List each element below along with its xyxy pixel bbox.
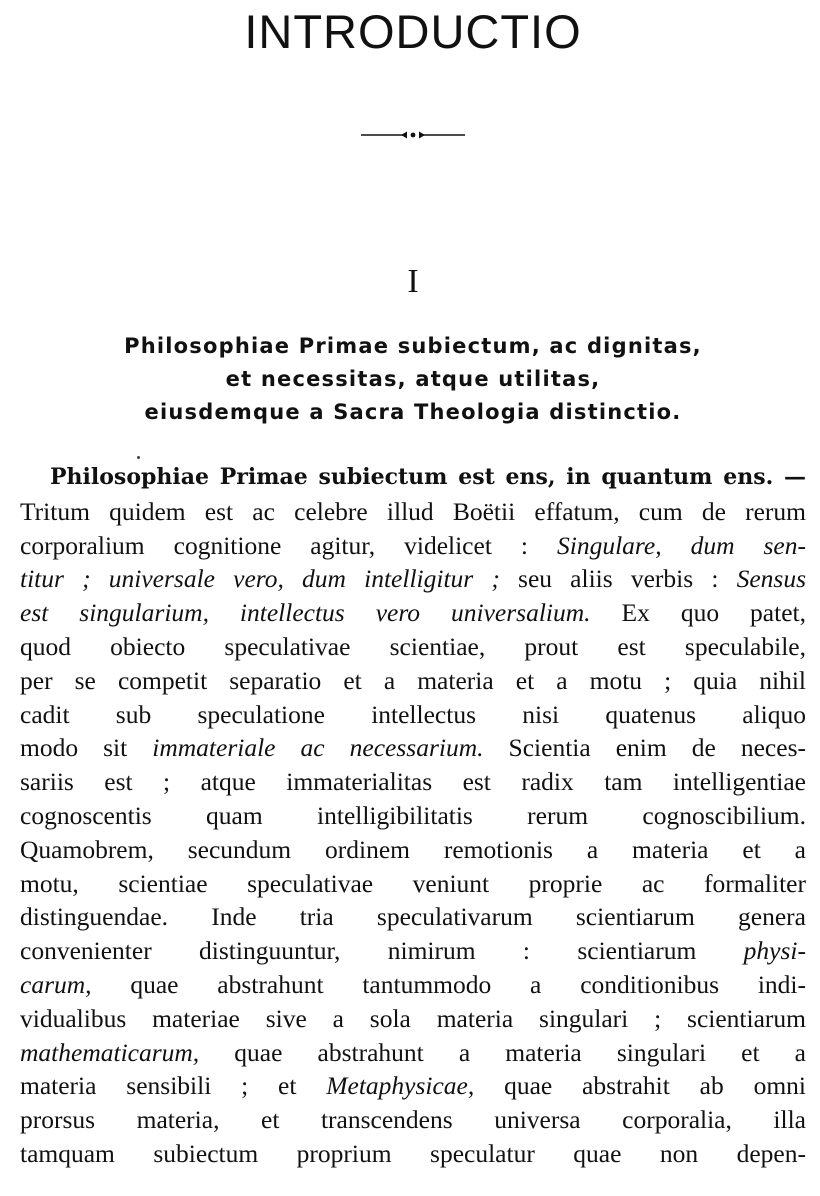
page-title: INTRODUCTIO (244, 5, 582, 58)
text-line: titur ; universale vero, dum intelligitur ; seu aliis verbis : Sensus (20, 564, 806, 594)
paragraph-lead-in-line (20, 459, 806, 495)
text-line: distinguendae. Inde tria speculativarum scientiarum genera (20, 902, 806, 932)
text-line: quod obiecto speculativae scientiae, prout est speculabile, (20, 631, 806, 661)
section-heading (20, 330, 806, 429)
text-line: motu, scientiae speculativae veniunt proprie ac formaliter (20, 868, 806, 898)
text-line: prorsus materia, et transcendens universa corporalia, illa (20, 1105, 806, 1135)
text-line: convenienter distinguuntur, nimirum : scientiarum physi- (20, 936, 806, 966)
text-line: tamquam subiectum proprium speculatur quae non depen- (20, 1138, 806, 1168)
section-heading-line: eiusdemque a Sacra Theologia distinctio. (144, 400, 682, 424)
text-line: sariis est ; atque immaterialitas est radix tam intelligentiae (20, 767, 806, 797)
text-line: per se competit separatio et a materia et a motu ; quia nihil (20, 665, 806, 695)
section-heading-line: Philosophiae Primae subiectum, ac dignitas, (124, 334, 702, 358)
body-paragraph (20, 459, 806, 1171)
section-heading-line: et necessitas, atque utilitas, (225, 367, 601, 391)
text-line: carum, quae abstrahunt tantummodo a conditionibus indi- (20, 969, 806, 999)
text-line: Quamobrem, secundum ordinem remotionis a materia et a (20, 834, 806, 864)
text-line: vidualibus materiae sive a sola materia singulari ; scientiarum (20, 1003, 806, 1033)
paragraph-lead-in: Philosophiae Primae subiectum est ens, in quantum ens. — (50, 464, 806, 490)
stray-dot-mark (137, 456, 140, 459)
text-line: mathematicarum, quae abstrahunt a materia singulari et a (20, 1037, 806, 1067)
text-line: cadit sub speculatione intellectus nisi quatenus aliquo (20, 699, 806, 729)
section-numeral: I (407, 263, 419, 300)
text-line: materia sensibili ; et Metaphysicae, quae abstrahit ab omni (20, 1071, 806, 1101)
ornament-divider (361, 128, 465, 142)
text-line: Tritum quidem est ac celebre illud Boëtii effatum, cum de rerum (20, 496, 806, 526)
text-line: cognoscentis quam intelligibilitatis rerum cognoscibilium. (20, 800, 806, 830)
text-line: corporalium cognitione agitur, videlicet : Singulare, dum sen- (20, 530, 806, 560)
text-line: modo sit immateriale ac necessarium. Scientia enim de neces- (20, 733, 806, 763)
text-line: est singularium, intellectus vero universalium. Ex quo patet, (20, 598, 806, 628)
